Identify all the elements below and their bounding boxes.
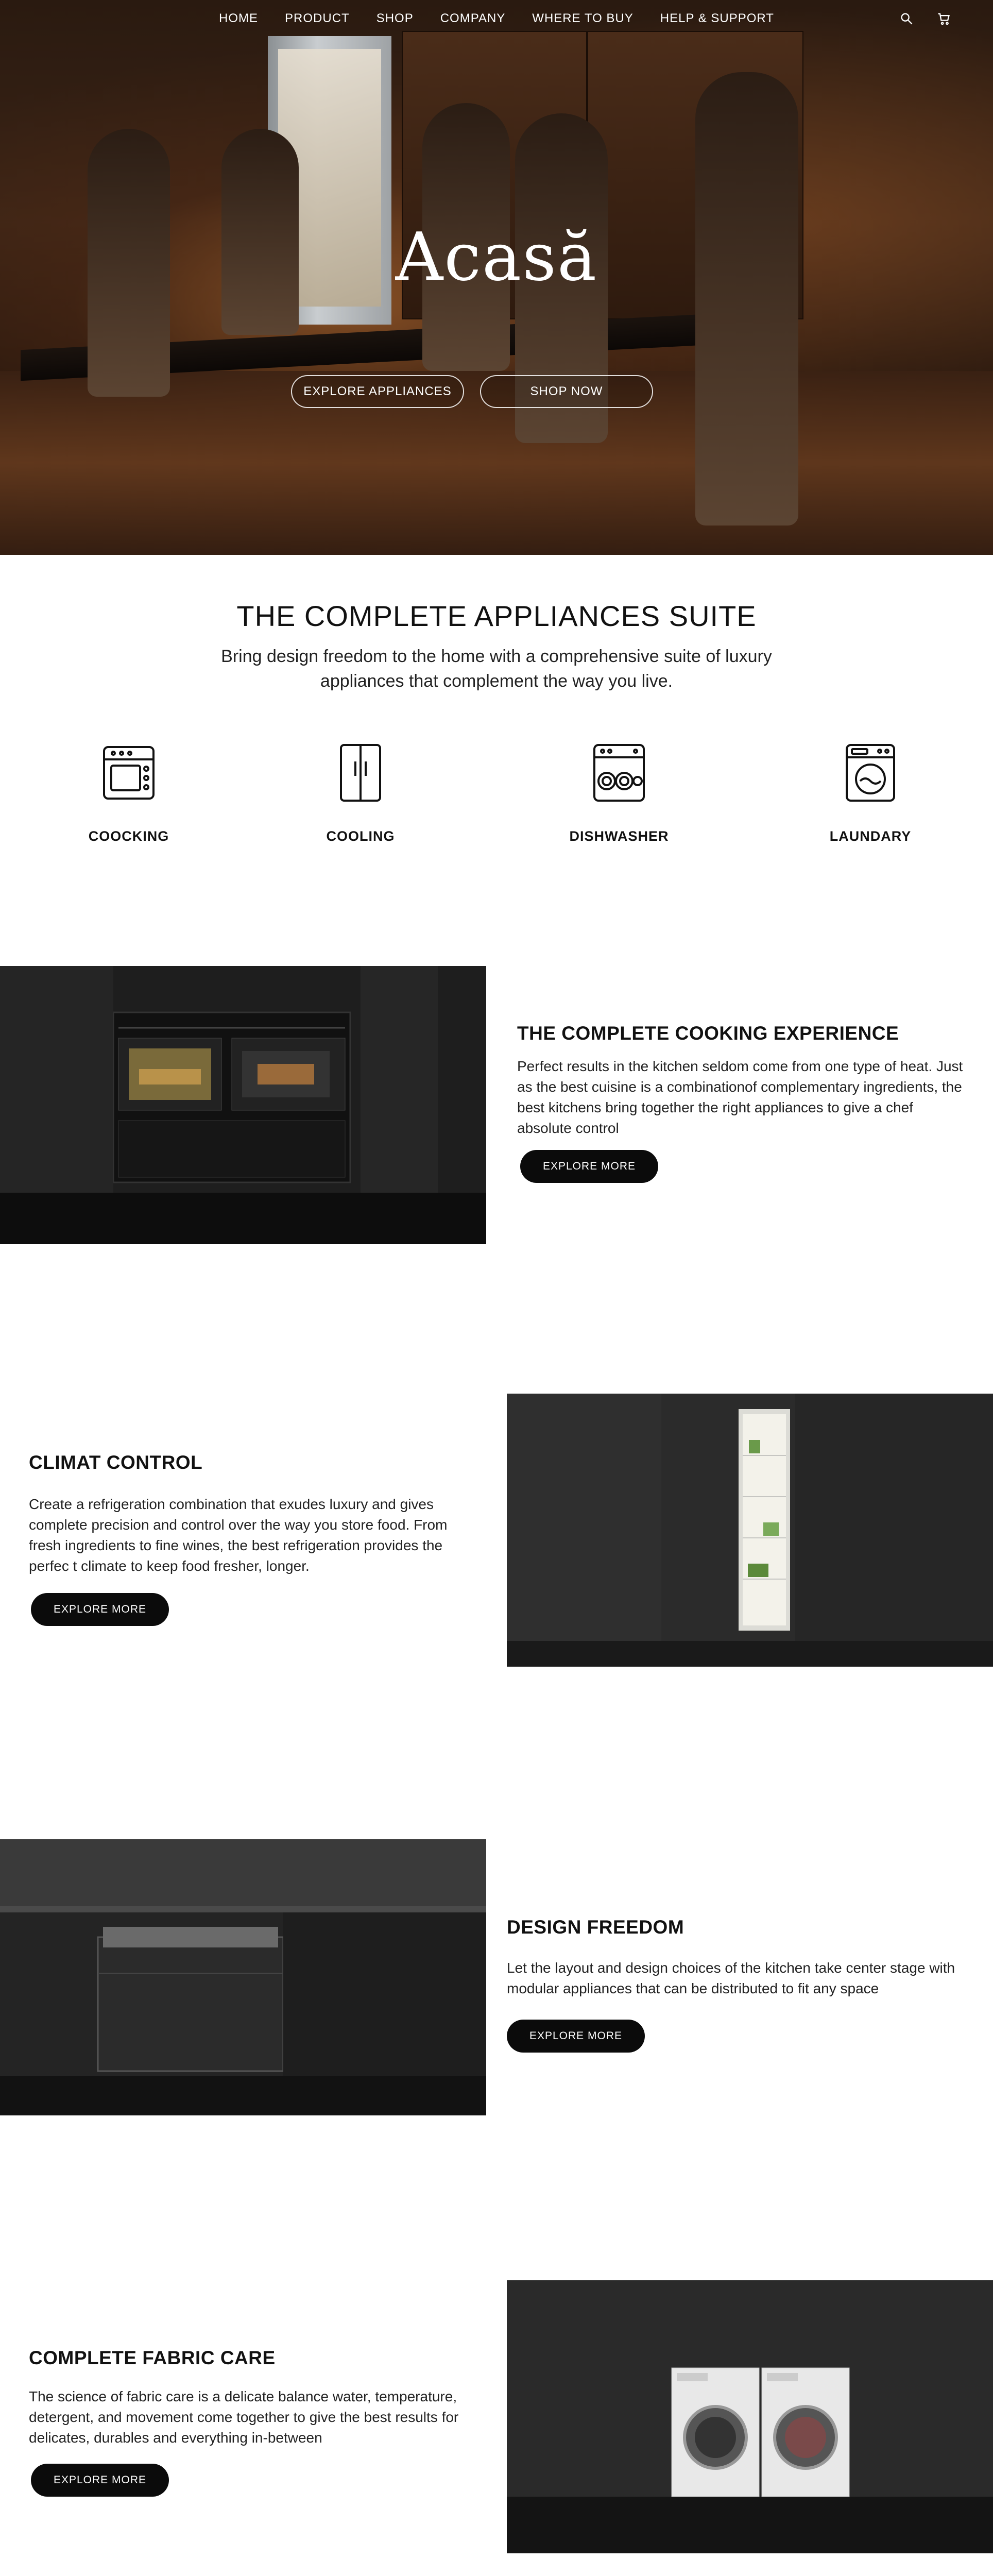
design-text: Let the layout and design choices of the kitchen take center stage with modular appliances that can be distributed to fit any space xyxy=(507,1960,955,1996)
category-cooling[interactable] xyxy=(294,742,427,844)
hero-logo: Acasă xyxy=(395,219,598,296)
nav-help-support[interactable]: HELP & SUPPORT xyxy=(660,11,774,25)
refrigerator-image xyxy=(507,1394,993,1667)
category-label: COOLING xyxy=(326,828,395,844)
cooking-explore-button[interactable]: EXPLORE MORE xyxy=(520,1150,658,1183)
hero-person xyxy=(695,72,798,526)
category-laundry[interactable] xyxy=(803,742,937,844)
category-label: DISHWASHER xyxy=(569,828,669,844)
fabric-explore-button[interactable]: EXPLORE MORE xyxy=(31,2464,169,2497)
washing-machine-icon xyxy=(840,742,901,804)
nav-home[interactable]: HOME xyxy=(219,11,259,25)
cooking-title: THE COMPLETE COOKING EXPERIENCE xyxy=(517,1023,899,1044)
suite-title: THE COMPLETE APPLIANCES SUITE xyxy=(236,600,757,632)
dishwasher-icon xyxy=(588,742,650,804)
cart-icon[interactable] xyxy=(936,11,951,26)
laundry-image xyxy=(507,2280,993,2553)
main-nav xyxy=(0,0,993,37)
refrigerator-illustration xyxy=(507,1394,993,1667)
cooking-text: Perfect results in the kitchen seldom come from one type of heat. Just as the best cuisine is a combinationof complementary ingredients, the best kitchens bring together the right appliances to give a chef absolute control xyxy=(517,1058,963,1136)
climate-explore-button[interactable]: EXPLORE MORE xyxy=(31,1593,169,1626)
search-icon[interactable] xyxy=(899,11,914,26)
category-dishwasher[interactable] xyxy=(552,742,686,844)
design-explore-button[interactable]: EXPLORE MORE xyxy=(507,2020,645,2053)
category-cooking[interactable] xyxy=(62,742,196,844)
climate-title: CLIMAT CONTROL xyxy=(29,1452,203,1473)
category-label: COOCKING xyxy=(88,828,169,844)
oven-illustration xyxy=(0,966,486,1244)
dishwasher-illustration xyxy=(0,1839,486,2115)
hero-banner xyxy=(0,0,993,555)
fabric-text: The science of fabric care is a delicate balance water, temperature, detergent, and movement come together to give the best results for delicates, durables and everything in-between xyxy=(29,2388,459,2446)
cooking-image xyxy=(0,966,486,1244)
nav-product[interactable]: PRODUCT xyxy=(285,11,350,25)
shop-now-button[interactable]: SHOP NOW xyxy=(480,375,653,408)
nav-where-to-buy[interactable]: WHERE TO BUY xyxy=(532,11,634,25)
dishwasher-image xyxy=(0,1839,486,2115)
category-label: LAUNDARY xyxy=(829,828,912,844)
fridge-icon xyxy=(330,742,391,804)
nav-icons xyxy=(899,11,951,26)
laundry-illustration xyxy=(507,2280,993,2553)
climate-text: Create a refrigeration combination that exudes luxury and gives complete precision and control over the way you store food. From fresh ingredients to fine wines, the best refrigeration provides the perfec t climate to keep food fresher, longer. xyxy=(29,1496,448,1574)
design-title: DESIGN FREEDOM xyxy=(507,1917,684,1938)
nav-company[interactable]: COMPANY xyxy=(440,11,506,25)
nav-shop[interactable]: SHOP xyxy=(376,11,414,25)
fabric-title: COMPLETE FABRIC CARE xyxy=(29,2347,276,2368)
oven-icon xyxy=(98,742,160,804)
suite-subtitle: Bring design freedom to the home with a comprehensive suite of luxury appliances that complement the way you live. xyxy=(221,647,772,691)
explore-appliances-button[interactable]: EXPLORE APPLIANCES xyxy=(291,375,464,408)
